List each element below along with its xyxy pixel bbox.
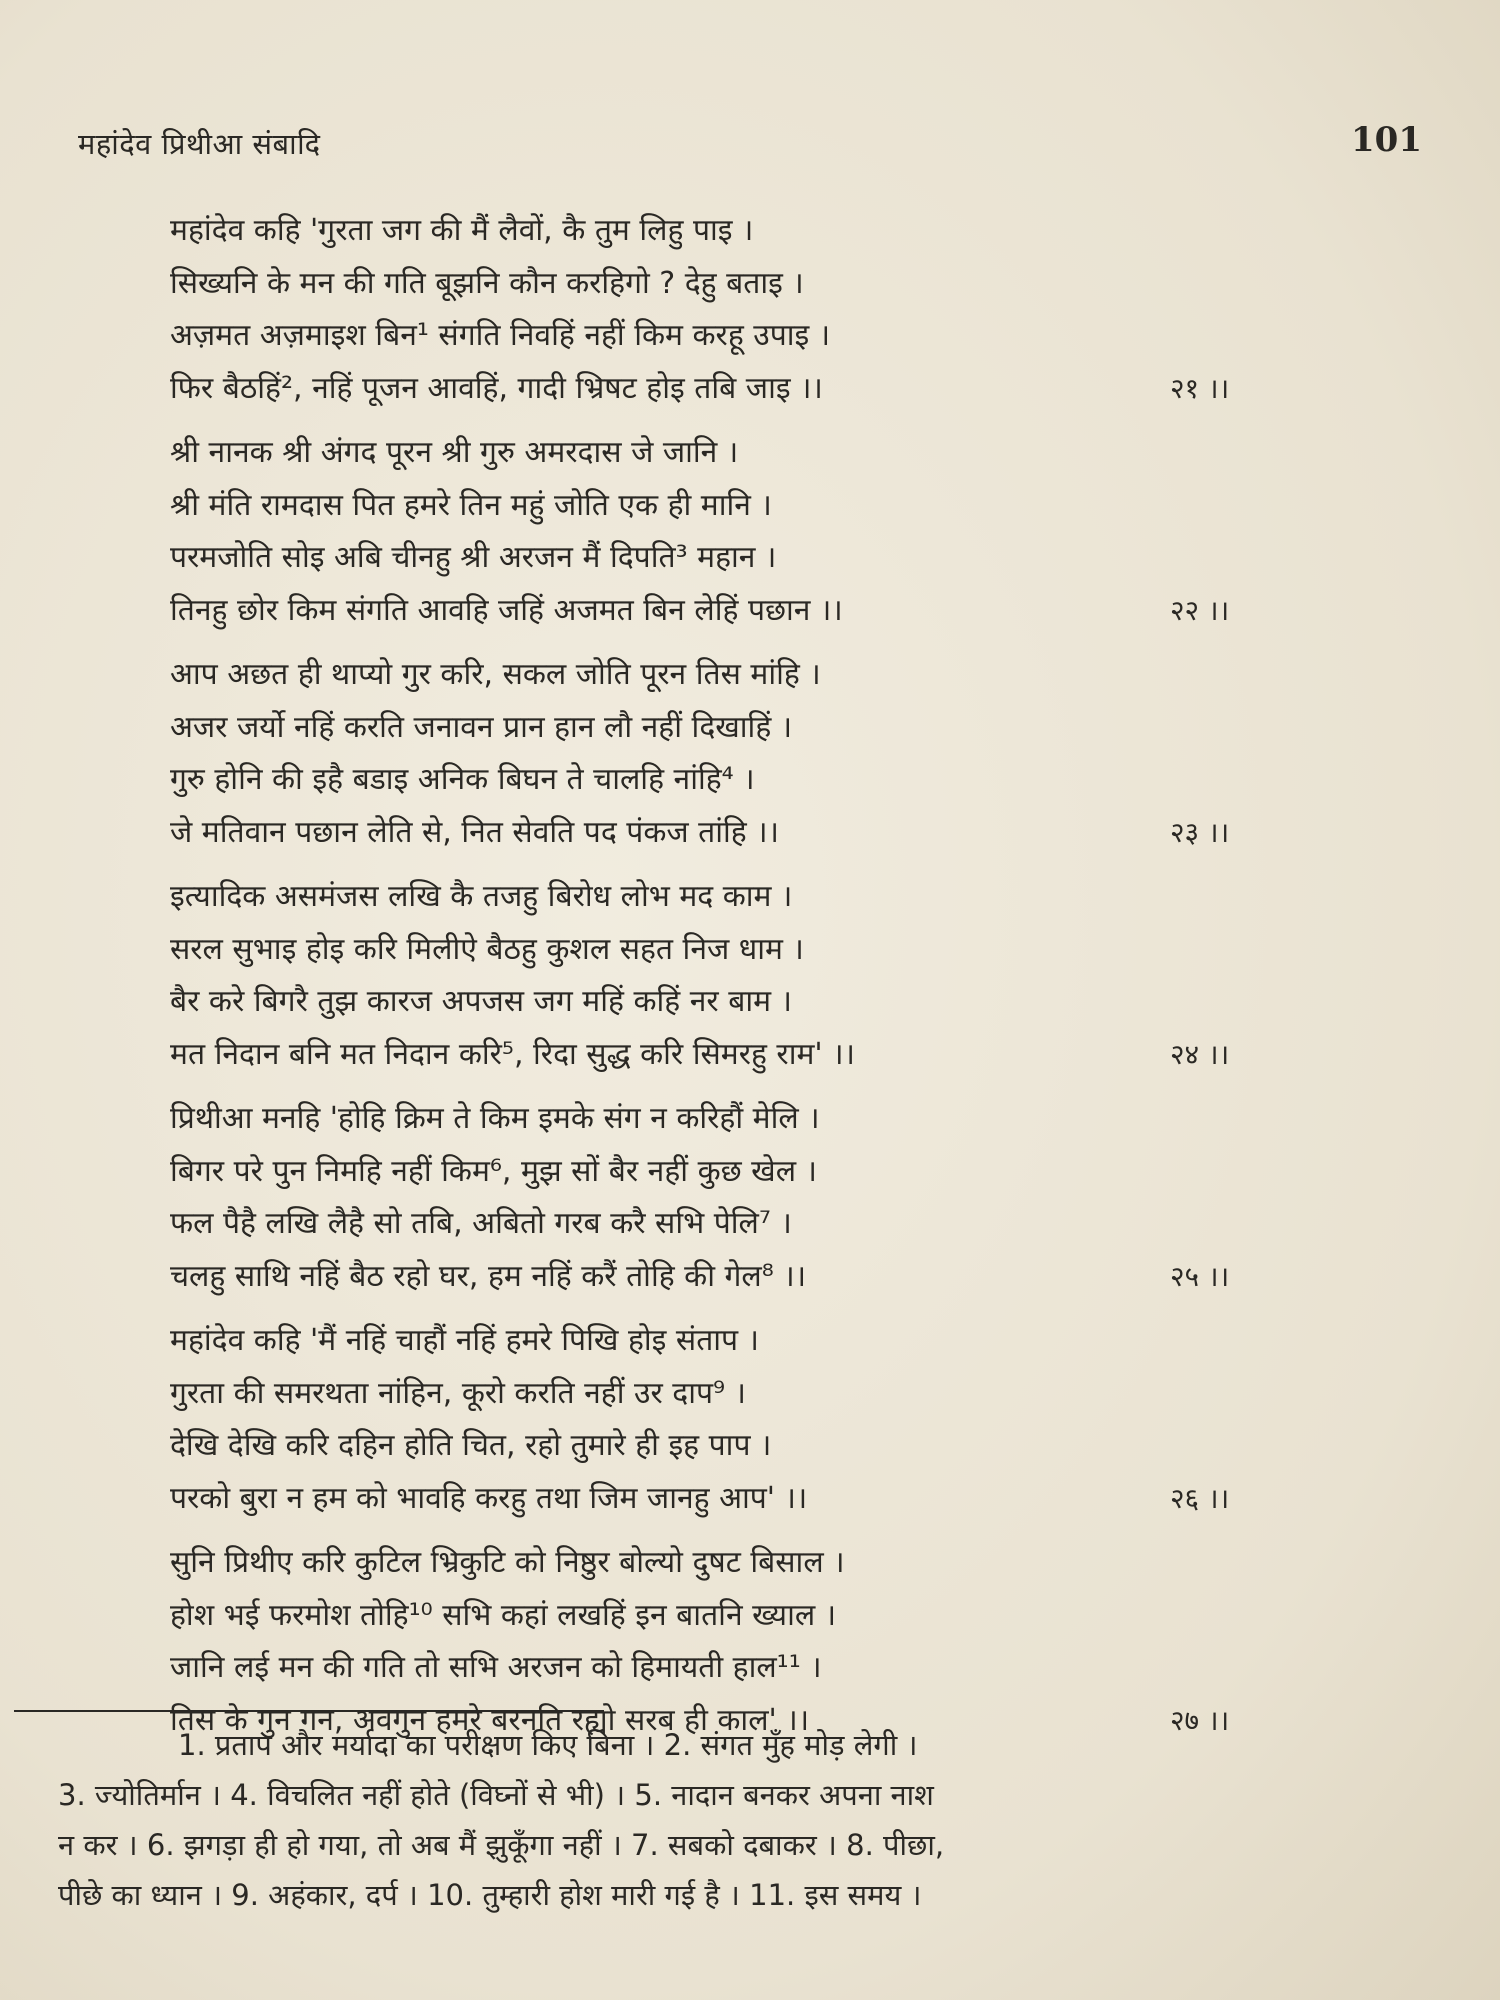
verse-block xyxy=(170,205,1300,1759)
stanza-number: २६ ।। xyxy=(1170,1481,1230,1515)
verse-line: बैर करे बिगरै तुझ कारज अपजस जग महिं कहिं नर बाम । xyxy=(170,984,792,1019)
verse-line xyxy=(170,363,1300,416)
footnote-divider xyxy=(14,1710,604,1712)
verse-line: महांदेव कहि 'मैं नहिं चाहौं नहिं हमरे पिखि होइ संताप । xyxy=(170,1323,760,1358)
stanza-number: २५ ।। xyxy=(1170,1259,1230,1293)
stanza xyxy=(170,649,1300,859)
verse-line xyxy=(170,585,1300,638)
stanza xyxy=(170,1093,1300,1303)
verse-line: गुरता की समरथता नांहिन, कूरो करति नहीं उर दाप⁹ । xyxy=(170,1375,746,1411)
stanza xyxy=(170,1315,1300,1525)
verse-line xyxy=(170,1251,1300,1304)
stanza xyxy=(170,427,1300,637)
verse-line: सिख्यनि के मन की गति बूझनि कौन करहिगो ? देहु बताइ । xyxy=(170,265,804,301)
stanza xyxy=(170,871,1300,1081)
verse-line: श्री नानक श्री अंगद पूरन श्री गुरु अमरदास जे जानि । xyxy=(170,435,739,470)
verse-line: सुनि प्रिथीए करि कुटिल भ्रिकुटि को निष्ठुर बोल्यो दुषट बिसाल । xyxy=(170,1545,845,1580)
verse-line: सरल सुभाइ होइ करि मिलीऐ बैठहु कुशल सहत निज धाम । xyxy=(170,931,804,967)
verse-line xyxy=(170,1473,1300,1526)
page-header xyxy=(78,120,1422,168)
stanza-number: २१ ।। xyxy=(1170,371,1230,405)
verse-line-text: तिस के गुन गन, अवगुन हमरे बरनति रह्यो सरब ही काल' ।। xyxy=(170,1702,810,1738)
footnote-line: 1. प्रताप और मर्यादा का परीक्षण किए बिना । 2. संगत मुँह मोड़ लेगी । xyxy=(178,1728,918,1762)
stanza-number: २४ ।। xyxy=(1170,1037,1230,1071)
verse-line-text: फिर बैठहिं², नहिं पूजन आवहिं, गादी भ्रिषट होइ तबि जाइ ।। xyxy=(170,370,823,406)
stanza-number: २७ ।। xyxy=(1170,1703,1230,1737)
stanza-number: २२ ।। xyxy=(1170,593,1230,627)
verse-line: देखि देखि करि दहिन होति चित, रहो तुमारे ही इह पाप । xyxy=(170,1428,772,1463)
stanza xyxy=(170,1537,1300,1747)
verse-line: होश भई फरमोश तोहि¹⁰ सभि कहां लखहिं इन बातनि ख्याल । xyxy=(170,1597,837,1633)
verse-line: अजर जर्यो नहिं करति जनावन प्रान हान लौ नहीं दिखाहिं । xyxy=(170,709,793,745)
verse-line: अज़मत अज़माइश बिन¹ संगति निवहिं नहीं किम करहू उपाइ । xyxy=(170,318,831,353)
verse-line: परमजोति सोइ अबि चीनहु श्री अरजन मैं दिपति³ महान । xyxy=(170,540,777,575)
page-number: 101 xyxy=(1351,120,1422,160)
footnote-line: न कर । 6. झगड़ा ही हो गया, तो अब मैं झुकूँगा नहीं । 7. सबको दबाकर । 8. पीछा, xyxy=(58,1828,945,1862)
verse-line: इत्यादिक असमंजस लखि कै तजहु बिरोध लोभ मद काम । xyxy=(170,879,793,914)
verse-line: बिगर परे पुन निमहि नहीं किम⁶, मुझ सों बैर नहीं कुछ खेल । xyxy=(170,1153,817,1189)
running-title: महांदेव प्रिथीआ संबादि xyxy=(78,127,321,161)
verse-line: फल पैहै लखि लैहै सो तबि, अबितो गरब करै सभि पेलि⁷ । xyxy=(170,1206,792,1241)
verse-line xyxy=(170,1029,1300,1082)
verse-line: आप अछत ही थाप्यो गुर करि, सकल जोति पूरन तिस मांहि । xyxy=(170,657,821,692)
verse-line-text: चलहु साथि नहिं बैठ रहो घर, हम नहिं करैं तोहि की गेल⁸ ।। xyxy=(170,1258,807,1294)
footnotes xyxy=(58,1720,1408,1920)
footnote-line: 3. ज्योतिर्मान । 4. विचलित नहीं होते (विघ्नों से भी) । 5. नादान बनकर अपना नाश xyxy=(58,1778,934,1812)
verse-line-text: मत निदान बनि मत निदान करि⁵, रिदा सुद्ध करि सिमरहु राम' ।। xyxy=(170,1036,855,1072)
verse-line: गुरु होनि की इहै बडाइ अनिक बिघन ते चालहि नांहि⁴ । xyxy=(170,762,755,797)
verse-line-text: परको बुरा न हम को भावहि करहु तथा जिम जानहु आप' ।। xyxy=(170,1480,808,1516)
stanza-number: २३ ।। xyxy=(1170,815,1230,849)
verse-line xyxy=(170,807,1300,860)
stanza xyxy=(170,205,1300,415)
verse-line: श्री मंति रामदास पित हमरे तिन महुं जोति एक ही मानि । xyxy=(170,487,772,523)
verse-line-text: तिनहु छोर किम संगति आवहि जहिं अजमत बिन लेहिं पछान ।। xyxy=(170,592,843,628)
verse-line: प्रिथीआ मनहि 'होहि क्रिम ते किम इमके संग न करिहौं मेलि । xyxy=(170,1101,820,1136)
verse-line: महांदेव कहि 'गुरता जग की मैं लैवों, कै तुम लिहु पाइ । xyxy=(170,213,754,248)
footnote-line: पीछे का ध्यान । 9. अहंकार, दर्प । 10. तुम्हारी होश मारी गई है । 11. इस समय । xyxy=(58,1878,922,1912)
verse-line-text: जे मतिवान पछान लेति से, नित सेवति पद पंकज तांहि ।। xyxy=(170,814,780,850)
verse-line: जानि लई मन की गति तो सभि अरजन को हिमायती हाल¹¹ । xyxy=(170,1650,822,1685)
